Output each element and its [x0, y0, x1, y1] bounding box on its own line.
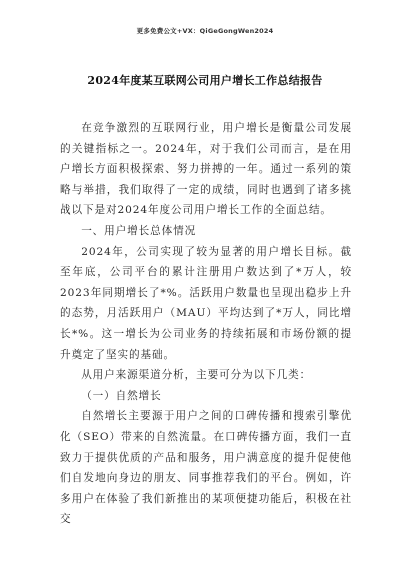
document-body — [60, 118, 352, 530]
section-heading-overall: 一、用户增长总体情况 — [81, 224, 197, 237]
paragraph-intro: 在竞争激烈的互联网行业，用户增长是衡量公司发展的关键指标之一。2024年，对于我们公司而言，是在用户增长方面积极探索、努力拼搏的一年。通过一系列的策略与举措，我们取得了一定的成绩，同时也遇到了诸多挑战以下是对2024年度公司用户增长工作的全面总结。 — [60, 122, 352, 217]
paragraph-natural: 自然增长主要源于用户之间的口碑传播和搜索引擎优化（SEO）带来的自然流量。在口碑传播方面，我们一直致力于提供优质的产品和服务，用户满意度的提升促使他们自发地向身边的朋友、同事推荐我们的平台。例如，许多用户在体验了我们新推出的某项便捷功能后，积极在社交 — [60, 410, 352, 526]
document-title: 2024年度某互联网公司用户增长工作总结报告 — [87, 74, 323, 87]
header-note: 更多免费公文+VX：QiGeGongWen2024 — [136, 27, 274, 35]
paragraph-overall: 2024年，公司实现了较为显著的用户增长目标。截至年底，公司平台的累计注册用户数达到了*万人，较2023年同期增长了*%。活跃用户数量也呈现出稳步上升的态势，月活跃用户（MAU）平均达到了*万人，同比增长*%。这一增长为公司业务的持续拓展和市场份额的提升奠定了坚实的基础。 — [60, 245, 352, 361]
paragraph-channels: 从用户来源渠道分析，主要可分为以下几类： — [81, 369, 312, 382]
subsection-heading-natural: （一）自然增长 — [81, 389, 162, 402]
